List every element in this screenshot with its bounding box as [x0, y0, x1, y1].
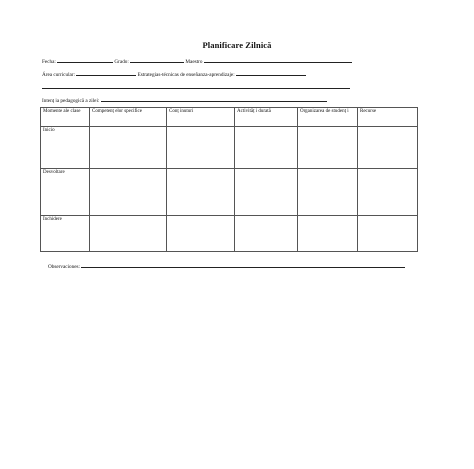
table-cell[interactable]	[358, 216, 418, 252]
column-header: Organizarea de studenț i	[298, 108, 358, 127]
maestro-label: Maestro	[185, 59, 203, 65]
column-header: Momente ale clase	[41, 108, 90, 127]
column-header: Activităț i durată	[235, 108, 298, 127]
table-cell[interactable]	[90, 127, 167, 169]
table-cell[interactable]	[90, 216, 167, 252]
header-fields-row-3	[42, 95, 327, 105]
planning-table	[40, 107, 418, 252]
fecha-field[interactable]	[57, 56, 113, 63]
table-cell[interactable]	[167, 127, 235, 169]
grado-label: Grado:	[114, 59, 129, 65]
observaciones-label: Observaciones:	[48, 264, 80, 270]
table-cell[interactable]	[235, 216, 298, 252]
area-curricular-field[interactable]	[76, 69, 136, 76]
area-curricular-label: Área curricular:	[42, 72, 75, 78]
column-header: Recurse	[358, 108, 418, 127]
table-cell[interactable]	[90, 169, 167, 216]
page-title: Planificare Zilnică	[202, 40, 272, 50]
row-label-desvoltare: Desvoltare	[41, 169, 90, 216]
observaciones-field[interactable]	[81, 261, 405, 268]
table-cell[interactable]	[167, 216, 235, 252]
table-cell[interactable]	[358, 169, 418, 216]
intencion-field[interactable]	[101, 95, 327, 102]
maestro-field[interactable]	[204, 56, 352, 63]
estrategias-label: Estrategias-técnicas de enseñanza-aprendizaje:	[137, 72, 235, 78]
table-cell[interactable]	[358, 127, 418, 169]
table-cell[interactable]	[298, 127, 358, 169]
table-cell[interactable]	[235, 127, 298, 169]
row-label-inchidere: Închidere	[41, 216, 90, 252]
intencion-label: Intenț ia pedagogică a zilei:	[42, 98, 100, 104]
table-header-row	[41, 108, 418, 127]
table-row	[41, 169, 418, 216]
table-cell[interactable]	[298, 216, 358, 252]
header-fields-row-1	[42, 56, 352, 66]
table-cell[interactable]	[235, 169, 298, 216]
estrategias-field[interactable]	[236, 69, 306, 76]
row-label-inicio: Inicio	[41, 127, 90, 169]
table-row	[41, 216, 418, 252]
grado-field[interactable]	[130, 56, 184, 63]
table-row	[41, 127, 418, 169]
observaciones-row	[48, 261, 405, 271]
fecha-label: Fecha:	[42, 59, 56, 65]
continuation-line	[42, 88, 350, 89]
column-header: Conț inuturi	[167, 108, 235, 127]
table-cell[interactable]	[298, 169, 358, 216]
header-fields-row-2	[42, 69, 306, 79]
column-header: Competenț elor specifice	[90, 108, 167, 127]
table-cell[interactable]	[167, 169, 235, 216]
